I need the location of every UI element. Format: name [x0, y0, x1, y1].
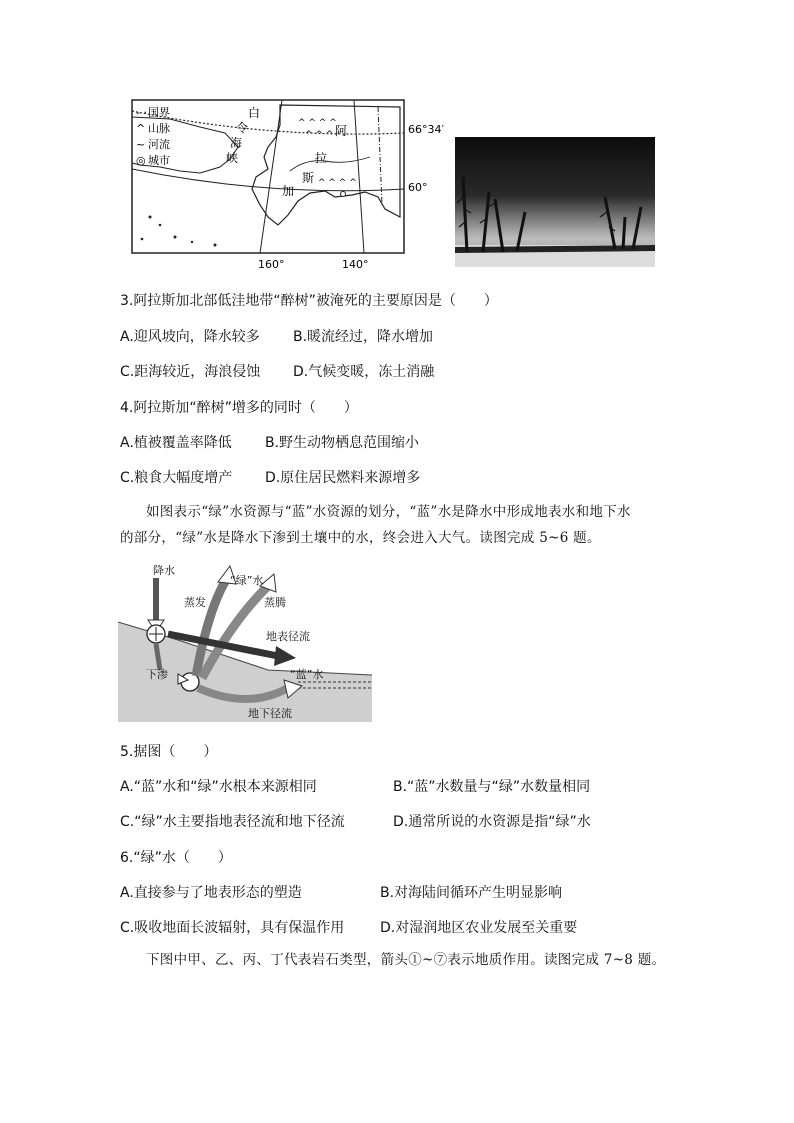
q3-option-c[interactable]: C.距海较近，海浪侵蚀	[120, 364, 261, 380]
q6-option-d[interactable]: D.对湿润地区农业发展至关重要	[380, 920, 578, 936]
label-green-water: “绿”水	[230, 574, 264, 587]
label-evaporation: 蒸发	[184, 596, 206, 609]
q5-option-a[interactable]: A.“蓝”水和“绿”水根本来源相同	[120, 779, 317, 795]
lat-66-label: 66°34′	[408, 123, 444, 136]
q6-option-b[interactable]: B.对海陆间循环产生明显影响	[380, 885, 563, 901]
legend-mountain: 山脉	[148, 122, 170, 135]
q3-stem: 3.阿拉斯加北部低洼地带“醉树”被淹死的主要原因是（ ）	[120, 293, 498, 309]
q3-option-a[interactable]: A.迎风坡向，降水较多	[120, 329, 260, 345]
label-bering-4: 峡	[226, 151, 239, 165]
q4-stem: 4.阿拉斯加“醉树”增多的同时（ ）	[120, 400, 358, 416]
label-alaska-3: 斯	[302, 171, 315, 185]
q3-option-b[interactable]: B.暖流经过，降水增加	[293, 329, 434, 345]
water-cycle-diagram	[118, 560, 372, 722]
legend-city: 城市	[148, 154, 170, 167]
water-cycle-svg	[118, 560, 372, 722]
label-infiltration: 下渗	[146, 668, 168, 681]
label-alaska-1: 阿	[335, 124, 348, 138]
q5-option-c[interactable]: C.“绿”水主要指地表径流和地下径流	[120, 814, 345, 830]
intro-7-8: 下图中甲、乙、丙、丁代表岩石类型，箭头①~⑦表示地质作用。读图完成 7~8 题。	[146, 952, 666, 968]
drunken-trees-photo	[455, 137, 655, 267]
label-bering-1: 白	[248, 106, 261, 120]
intro-5-6-line2: 的部分，“绿”水是降水下渗到土壤中的水，终会进入大气。读图完成 5~6 题。	[120, 530, 601, 546]
lon-160-label: 160°	[258, 258, 285, 271]
svg-text:^ ^ ^ ^: ^ ^ ^ ^	[298, 118, 337, 128]
q6-stem: 6.“绿”水（ ）	[120, 850, 232, 866]
q4-option-d[interactable]: D.原住居民燃料来源增多	[265, 470, 421, 486]
q6-option-c[interactable]: C.吸收地面长波辐射，具有保温作用	[120, 920, 345, 936]
drunken-trees-photo-svg	[455, 137, 655, 267]
q6-option-a[interactable]: A.直接参与了地表形态的塑造	[120, 885, 302, 901]
legend-border: 国界	[148, 106, 170, 119]
label-surface-runoff: 地表径流	[266, 630, 310, 643]
label-alaska-2: 拉	[315, 151, 328, 165]
intro-5-6-line1: 如图表示“绿”水资源与“蓝”水资源的划分，“蓝”水是降水中形成地表水和地下水	[146, 504, 631, 520]
lat-60-label: 60°	[408, 181, 428, 194]
alaska-map	[130, 97, 452, 273]
label-bering-3: 海	[230, 136, 243, 150]
svg-text:~: ~	[136, 138, 146, 151]
q4-option-c[interactable]: C.粮食大幅度增产	[120, 470, 233, 486]
q4-option-a[interactable]: A.植被覆盖率降低	[120, 435, 232, 451]
q4-option-b[interactable]: B.野生动物栖息范围缩小	[265, 435, 420, 451]
q5-stem: 5.据图（ ）	[120, 744, 218, 760]
svg-text:^ ^ ^ ^: ^ ^ ^ ^	[318, 178, 357, 188]
alaska-map-svg	[130, 97, 452, 273]
svg-text:◎: ◎	[136, 154, 146, 167]
svg-text:^ ^ ^: ^ ^ ^	[305, 130, 334, 140]
label-blue-water: “蓝”水	[290, 668, 324, 681]
label-alaska-4: 加	[282, 184, 295, 198]
q5-option-b[interactable]: B.“蓝”水数量与“绿”水数量相同	[393, 779, 591, 795]
label-rain: 降水	[153, 564, 175, 577]
legend-river: 河流	[148, 138, 170, 151]
q3-option-d[interactable]: D.气候变暖，冻土消融	[293, 364, 435, 380]
label-transpiration: 蒸腾	[264, 596, 286, 609]
label-bering-2: 令	[236, 121, 249, 135]
svg-text:^: ^	[136, 122, 146, 135]
svg-text:- ·: - ·	[136, 106, 147, 119]
lon-140-label: 140°	[342, 258, 369, 271]
label-groundwater-runoff: 地下径流	[248, 707, 292, 720]
q5-option-d[interactable]: D.通常所说的水资源是指“绿”水	[393, 814, 591, 830]
